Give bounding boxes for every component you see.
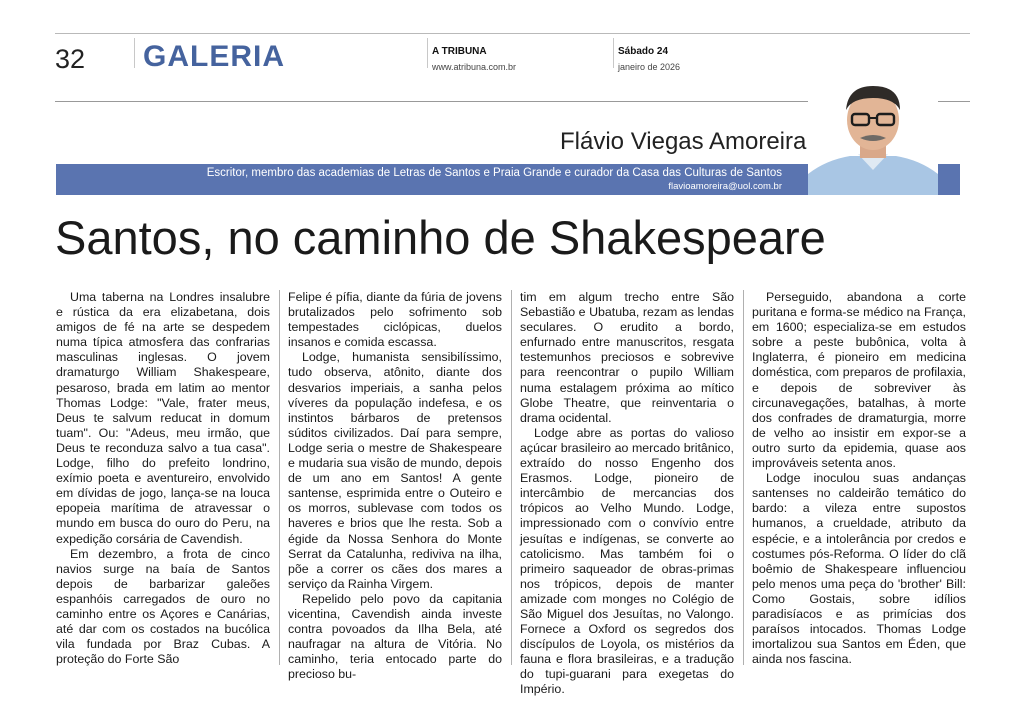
column-divider xyxy=(279,290,280,665)
paragraph: Felipe é pífia, diante da fúria de jovens brutalizados pelo sofrimento sob tempestades ciclópicas, duelos insanos e comida escassa. xyxy=(288,290,502,350)
edition-day: Sábado 24 xyxy=(618,46,669,57)
header-divider xyxy=(134,38,135,68)
paragraph: Uma taberna na Londres insalubre e rústica da era elizabetana, dois amigos de fé na arte se despedem numa típica atmosfera das confrarias masculinas inglesas. O jovem dramaturgo William Shakespeare, pesaroso, brada em latim ao mentor Thomas Lodge: "Vale, frater meus, Deus te salvum reducat in domum tuam". Ou: "Adeus, meu irmão, que Deus te reconduza salvo a tua casa". Lodge, filho do prefeito londrino, exímio poeta e aventureiro, envolvido em dívidas de jogo, lança-se na louca epopeia marítima de atravessar o mundo em busca do ouro do Peru, na expedição corsária de Cavendish. xyxy=(56,290,270,546)
article-column-1 xyxy=(56,290,270,667)
paragraph: Lodge abre as portas do valioso açúcar brasileiro ao mercado britânico, extraído do nosso Engenho dos Erasmos. Lodge, pioneiro de intercâmbio de mercancias dos trópicos ao Velho Mundo. Lodge, impressionado com o convívio entre jesuítas e indígenas, se converte ao catolicismo. Mas também foi o primeiro saqueador de obras-primas nos trópicos, depois de manter amizade com monges no Colégio de São Miguel dos Jesuítas, no Valongo. Fornece a Oxford os segredos dos discípulos de Loyola, os mistérios da fauna e flora brasileiras, e a tradução do tupi-guarani para exegetas do Império. xyxy=(520,425,734,697)
paragraph: Lodge inoculou suas andanças santenses no caldeirão temático do bardo: a vileza entre supostos humanos, a crueldade, atributo da espécie, e a intolerância por credos e costumes pós-Reforma. O líder do clã boêmio de Shakespeare influenciou pelo menos uma peça do 'brother' Bill: Como Gostais, sobre idílios paradisíacos e as primícias dos paraísos intocados. Thomas Lodge imortalizou sua Santos em Éden, que ainda nos fascina. xyxy=(752,471,966,667)
header-divider xyxy=(613,38,614,68)
paragraph: Lodge, humanista sensibilíssimo, tudo observa, atônito, diante dos desvarios imperiais, a sanha pelos víveres da população indefesa, e os instintos bárbaros de pretensos súditos civilizados. Daí para sempre, Lodge seria o mestre de Shakespeare e mudaria sua visão de mundo, depois de um ano em Santos! A gente santense, esprimida entre o Outeiro e os morros, sublevase com todos os haveres e brios que lhe resta. Sob a égide da Nossa Senhora do Monte Serrat da Catalunha, rediviva na ilha, põe a correr os cães dos mares a serviço da Rainha Virgem. xyxy=(288,350,502,591)
paragraph: Perseguido, abandona a corte puritana e forma-se médico na França, em 1600; especializa-se em estudos sobre a peste bubônica, volta à Inglaterra, é pioneiro em medicina doméstica, com preparos de profilaxia, e depois de sobreviver às circunavegações, batalhas, à morte dos confrades de dramaturgia, morre de velho ao insistir em expor-se a outro surto da epidemia, quase aos improváveis setenta anos. xyxy=(752,290,966,471)
column-divider xyxy=(511,290,512,665)
author-bio: Escritor, membro das academias de Letras de Santos e Praia Grande e curador da Casa das Culturas de Santos xyxy=(206,167,782,179)
author-photo xyxy=(808,74,938,195)
newspaper-name: A TRIBUNA xyxy=(432,46,487,57)
page-number: 32 xyxy=(55,44,86,74)
author-name: Flávio Viegas Amoreira xyxy=(560,128,807,155)
author-email[interactable]: flavioamoreira@uol.com.br xyxy=(668,181,782,192)
article-title: Santos, no caminho de Shakespeare xyxy=(55,211,826,264)
column-divider xyxy=(743,290,744,665)
edition-month: janeiro de 2026 xyxy=(618,62,681,72)
paragraph: Em dezembro, a frota de cinco navios surge na baía de Santos depois de barbarizar galeões espanhóis carregados de ouro no caminho entre os Açores e Canárias, até dar com os costados na bucólica vila fundada por Braz Cubas. A proteção do Forte São xyxy=(56,546,270,667)
article-column-2 xyxy=(288,290,502,682)
paragraph: Repelido pelo povo da capitania vicentina, Cavendish ainda investe contra povoados da Ilha Bela, até naufragar na altura de Vitória. No caminho, teria entocado parte do precioso bu- xyxy=(288,591,502,682)
header-divider xyxy=(427,38,428,68)
article-column-3 xyxy=(520,290,734,698)
section-title: GALERIA xyxy=(143,40,285,73)
newspaper-url[interactable]: www.atribuna.com.br xyxy=(432,62,517,72)
article-column-4 xyxy=(752,290,966,667)
header-top-rule xyxy=(55,33,970,34)
paragraph: tim em algum trecho entre São Sebastião e Ubatuba, rezam as lendas seculares. O erudito a bordo, enfurnado entre manuscritos, resgata testemunhos preciosos e sobrevive para reencontrar o pupilo William numa estalagem próxima ao mítico Globe Theatre, que reinventaria o drama ocidental. xyxy=(520,290,734,425)
